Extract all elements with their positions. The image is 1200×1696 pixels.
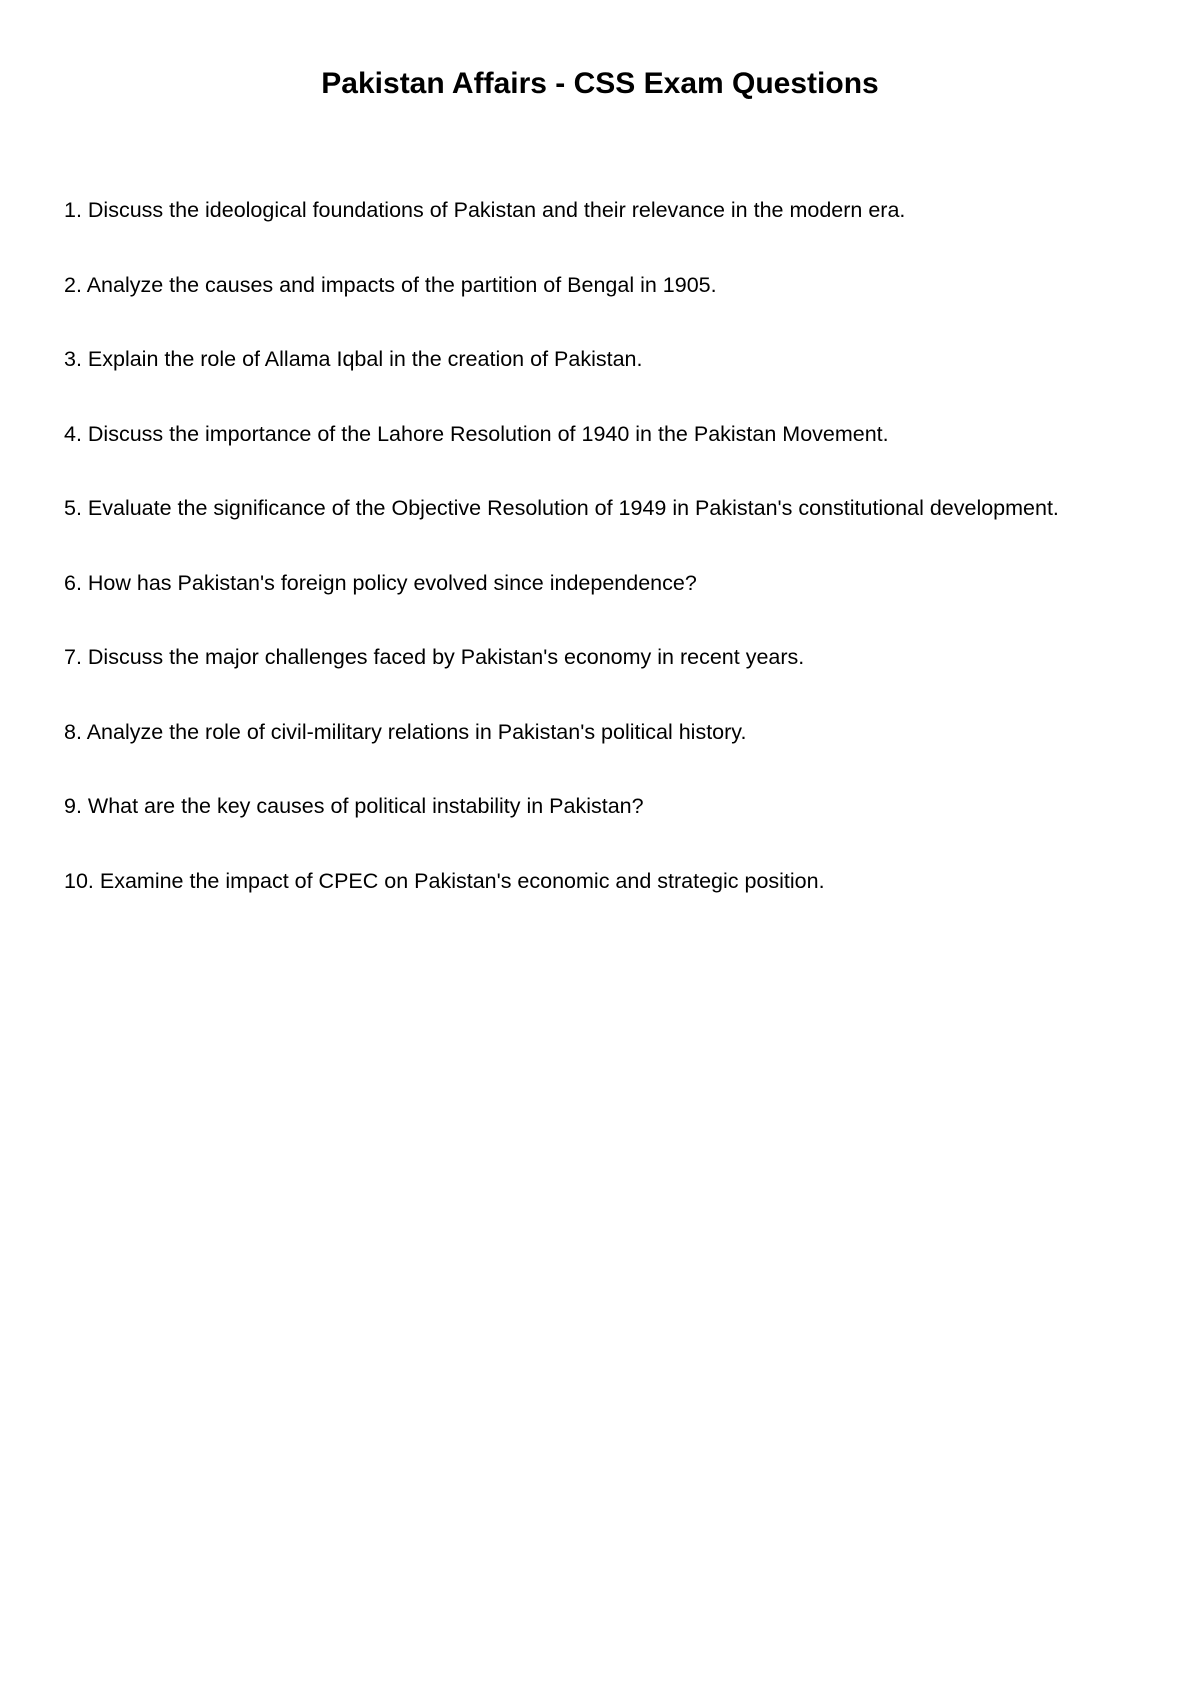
- question-item-9: 9. What are the key causes of political instability in Pakistan?: [64, 794, 644, 818]
- question-list: [64, 182, 1147, 927]
- question-item-8: 8. Analyze the role of civil-military relations in Pakistan's political history.: [64, 719, 747, 744]
- question-item-1: 1. Discuss the ideological foundations of Pakistan and their relevance in the modern era.: [64, 198, 906, 222]
- question-item-6: 6. How has Pakistan's foreign policy evolved since independence?: [64, 570, 697, 595]
- question-item-4: 4. Discuss the importance of the Lahore Resolution of 1940 in the Pakistan Movement.: [64, 421, 889, 446]
- question-item-5: 5. Evaluate the significance of the Objective Resolution of 1949 in Pakistan's constitutional development.: [64, 496, 1059, 520]
- document-title: Pakistan Affairs - CSS Exam Questions: [321, 67, 879, 100]
- question-item-2: 2. Analyze the causes and impacts of the partition of Bengal in 1905.: [64, 272, 717, 297]
- question-item-3: 3. Explain the role of Allama Iqbal in the creation of Pakistan.: [64, 347, 643, 371]
- question-item-10: 10. Examine the impact of CPEC on Pakistan's economic and strategic position.: [64, 868, 825, 893]
- question-item-7: 7. Discuss the major challenges faced by Pakistan's economy in recent years.: [64, 645, 805, 669]
